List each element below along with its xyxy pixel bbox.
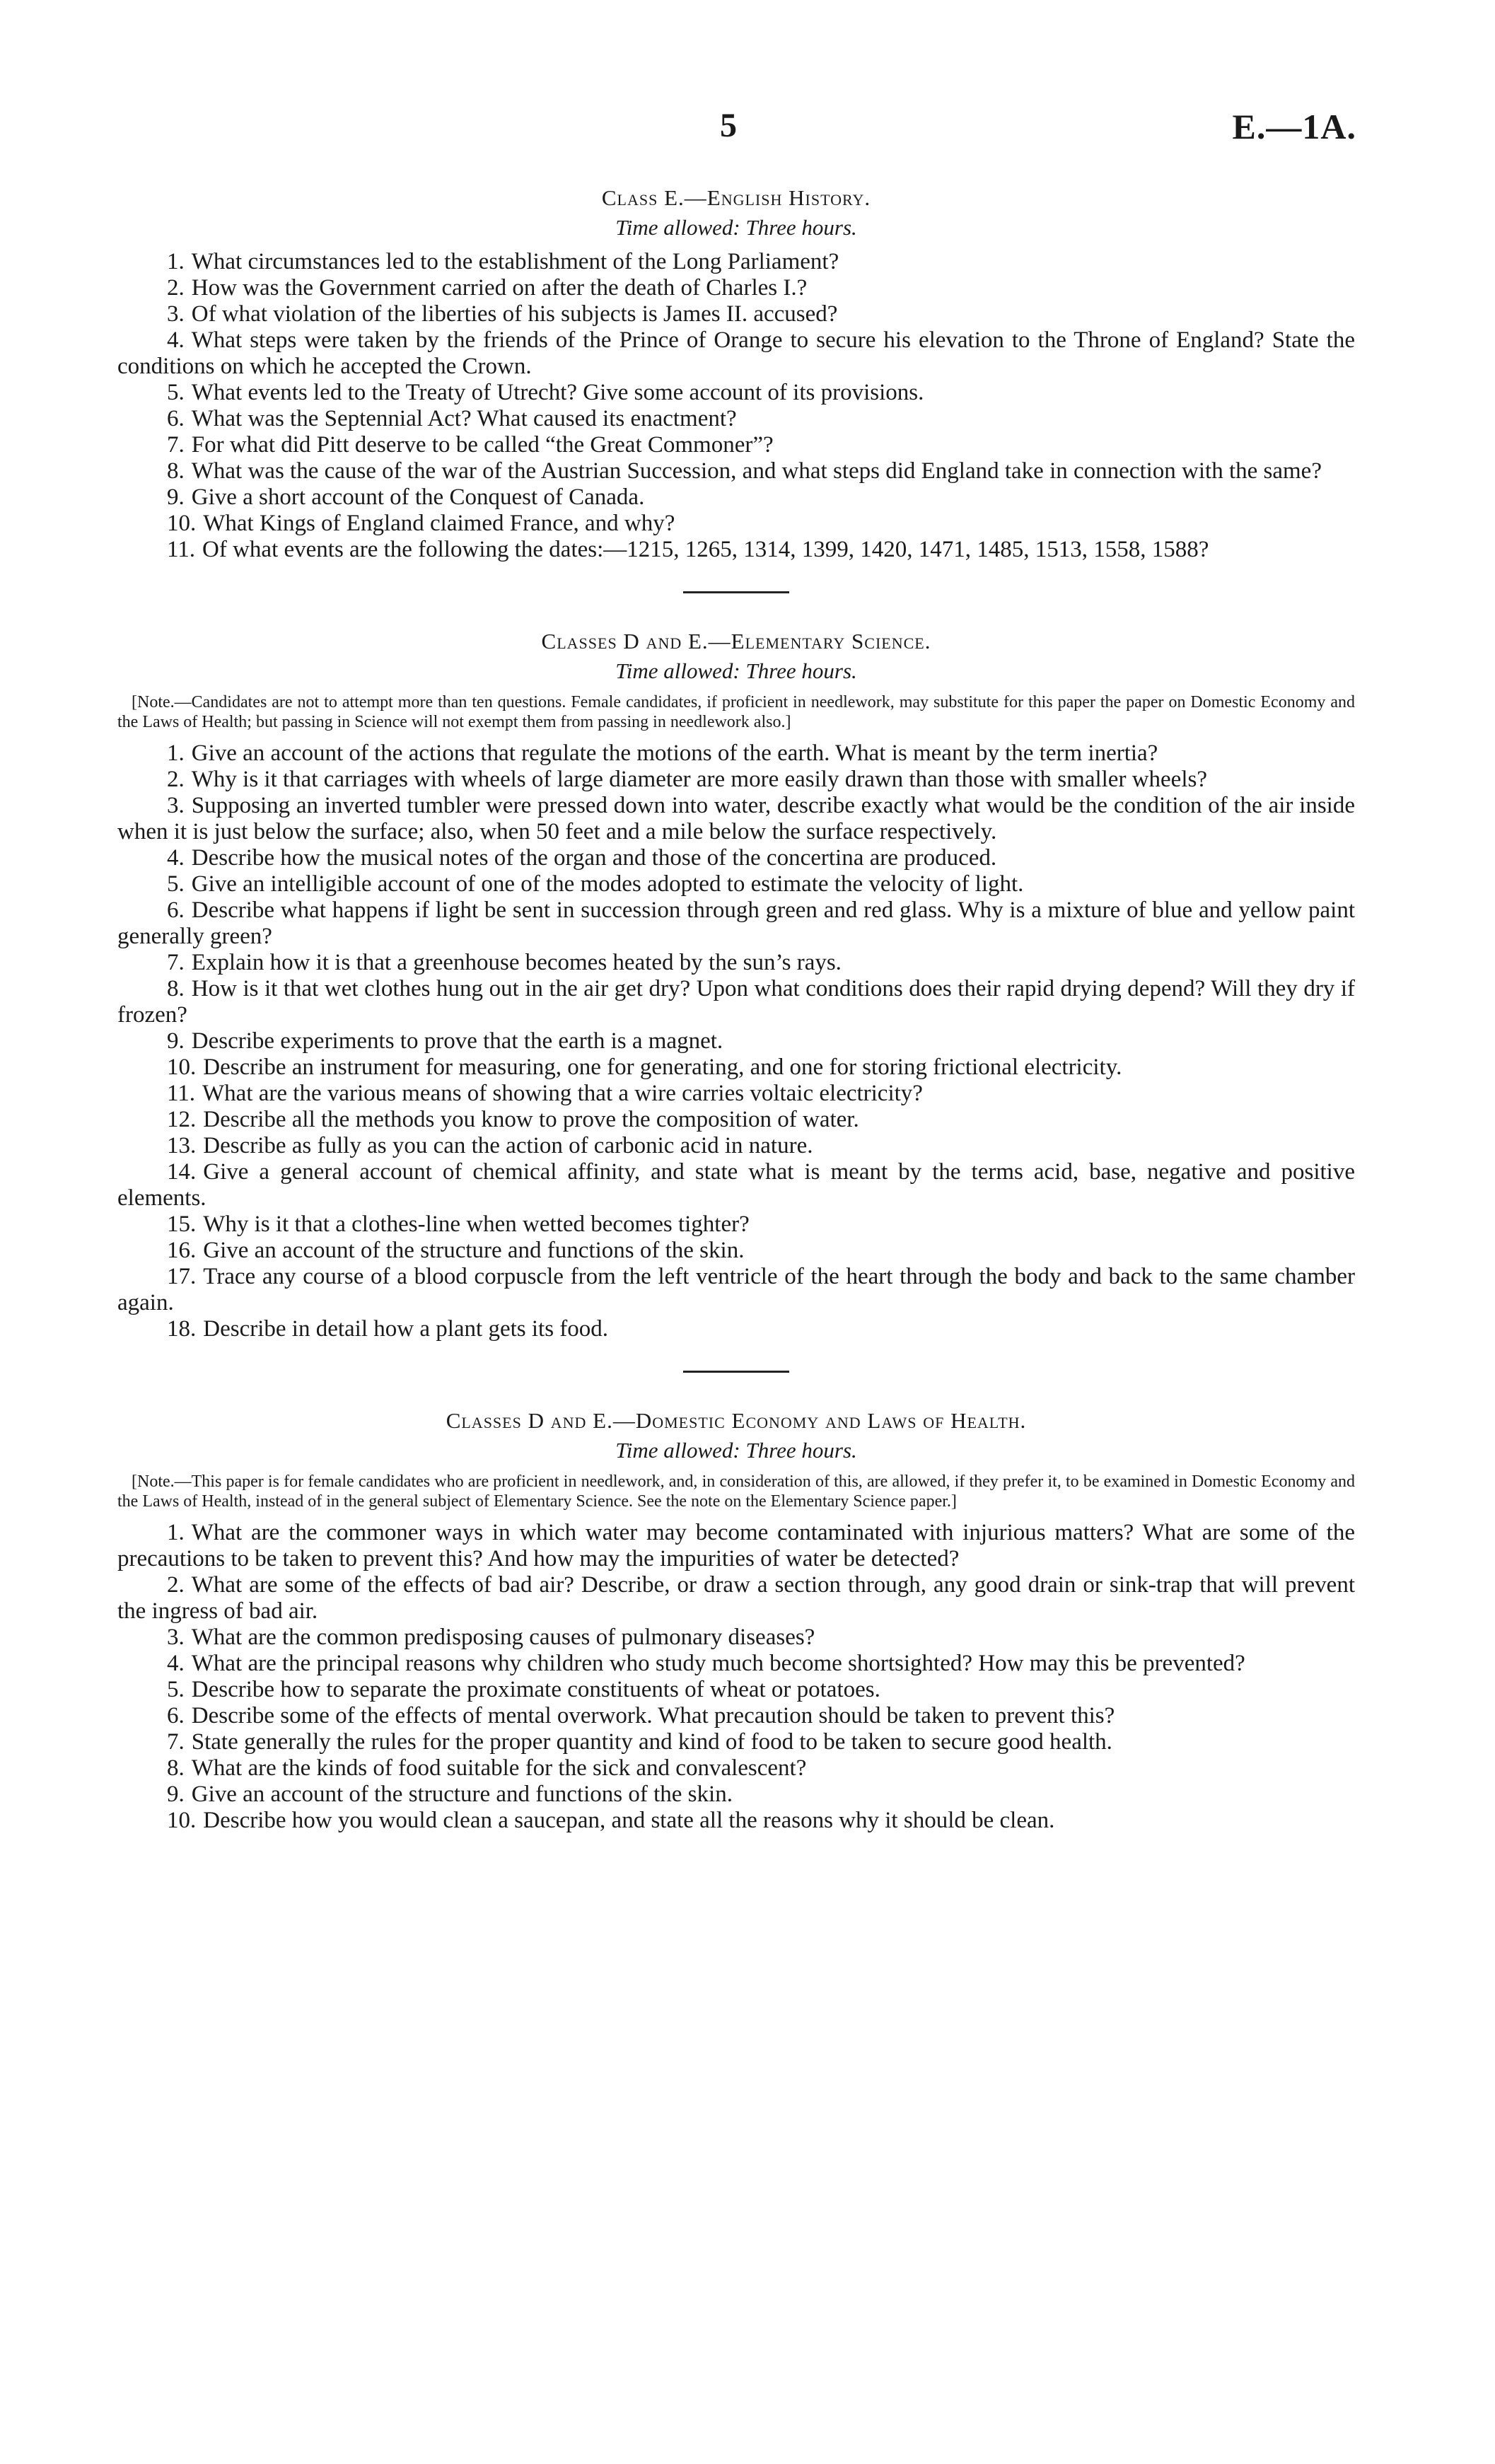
question-text: State generally the rules for the proper quantity and kind of food to be taken to secure good health.	[191, 1729, 1112, 1755]
time-allowed: Time allowed: Three hours.	[615, 1438, 857, 1463]
question-number: 1.	[167, 740, 185, 766]
question-text: What steps were taken by the friends of the Prince of Orange to secure his elevation to the Throne of England? State the conditions on which he accepted the Crown.	[117, 327, 1355, 379]
section-domestic-economy	[117, 1408, 1355, 1834]
question-item	[117, 275, 1355, 301]
question-text: Give a general account of chemical affinity, and state what is meant by the terms acid, base, negative and positive elements.	[117, 1159, 1355, 1211]
question-text: What are the common predisposing causes of pulmonary diseases?	[191, 1625, 815, 1650]
section-divider	[683, 591, 789, 593]
question-number: 4.	[167, 845, 185, 871]
question-item	[117, 1316, 1355, 1342]
question-item	[117, 897, 1355, 950]
question-number: 9.	[167, 484, 185, 510]
question-number: 6.	[167, 406, 185, 431]
question-number: 5.	[167, 871, 185, 897]
question-number: 7.	[167, 950, 185, 975]
document-body	[117, 185, 1355, 1834]
question-text: Give a short account of the Conquest of Canada.	[191, 484, 645, 510]
question-number: 13.	[167, 1133, 197, 1158]
question-number: 5.	[167, 380, 185, 405]
question-number: 3.	[167, 301, 185, 327]
question-text: What are some of the effects of bad air? Describe, or draw a section through, any good drain or sink-trap that will prevent the ingress of bad air.	[117, 1572, 1355, 1624]
question-item	[117, 1107, 1355, 1133]
question-number: 5.	[167, 1677, 185, 1702]
question-text: Describe experiments to prove that the earth is a magnet.	[191, 1028, 723, 1054]
question-text: What are the kinds of food suitable for the sick and convalescent?	[191, 1755, 807, 1781]
question-item	[117, 793, 1355, 845]
question-item	[117, 1159, 1355, 1211]
question-text: Describe as fully as you can the action of carbonic acid in nature.	[203, 1133, 813, 1158]
series-id: E.—1A.	[1232, 107, 1356, 146]
question-number: 10.	[167, 1808, 197, 1833]
question-item	[117, 1264, 1355, 1316]
question-number: 6.	[167, 897, 185, 923]
question-number: 4.	[167, 327, 185, 353]
question-text: Describe in detail how a plant gets its food.	[203, 1316, 609, 1342]
section-title: Classes D and E.—Elementary Science.	[541, 629, 931, 653]
question-text: Describe some of the effects of mental overwork. What precaution should be taken to prevent this?	[191, 1703, 1115, 1728]
question-text: What Kings of England claimed France, and why?	[203, 511, 675, 536]
question-number: 17.	[167, 1264, 197, 1289]
question-text: What events led to the Treaty of Utrecht? Give some account of its provisions.	[191, 380, 924, 405]
question-text: Describe what happens if light be sent in succession through green and red glass. Why is a mixture of blue and yellow paint generally green?	[117, 897, 1355, 949]
question-item	[117, 1572, 1355, 1625]
question-item	[117, 1028, 1355, 1054]
question-text: For what did Pitt deserve to be called “the Great Commoner”?	[191, 432, 774, 458]
question-item	[117, 845, 1355, 871]
question-list	[117, 1520, 1355, 1834]
question-text: What was the cause of the war of the Austrian Succession, and what steps did England take in connection with the same?	[191, 458, 1322, 484]
question-number: 14.	[167, 1159, 197, 1185]
question-number: 16.	[167, 1238, 197, 1263]
question-item	[117, 484, 1355, 511]
question-number: 8.	[167, 976, 185, 1001]
question-text: Give an account of the structure and functions of the skin.	[191, 1782, 733, 1807]
question-item	[117, 406, 1355, 432]
section-title: Class E.—English History.	[601, 185, 871, 210]
question-text: Why is it that a clothes-line when wetted becomes tighter?	[203, 1211, 750, 1237]
question-number: 9.	[167, 1782, 185, 1807]
question-item	[117, 1133, 1355, 1159]
question-number: 11.	[167, 1081, 196, 1106]
question-item	[117, 871, 1355, 897]
question-item	[117, 950, 1355, 976]
question-number: 3.	[167, 1625, 185, 1650]
question-number: 7.	[167, 432, 185, 458]
question-number: 2.	[167, 767, 185, 792]
question-item	[117, 1520, 1355, 1572]
question-number: 9.	[167, 1028, 185, 1054]
question-text: Supposing an inverted tumbler were pressed down into water, describe exactly what would be the condition of the air inside when it is just below the surface; also, when 50 feet and a mile below the surface respectively.	[117, 793, 1355, 844]
question-text: Give an account of the structure and functions of the skin.	[203, 1238, 745, 1263]
question-item	[117, 301, 1355, 327]
question-text: What are the various means of showing that a wire carries voltaic electricity?	[202, 1081, 923, 1106]
question-number: 1.	[167, 1520, 185, 1545]
section-title: Classes D and E.—Domestic Economy and Laws of Health.	[446, 1408, 1027, 1433]
question-number: 3.	[167, 793, 185, 818]
question-list	[117, 249, 1355, 563]
question-number: 6.	[167, 1703, 185, 1728]
question-list	[117, 740, 1355, 1342]
question-item	[117, 976, 1355, 1028]
question-number: 18.	[167, 1316, 197, 1342]
section-elementary-science	[117, 629, 1355, 1342]
question-number: 10.	[167, 1054, 197, 1080]
question-number: 1.	[167, 249, 185, 274]
question-number: 11.	[167, 537, 196, 562]
question-text: What was the Septennial Act? What caused its enactment?	[191, 406, 737, 431]
question-number: 2.	[167, 275, 185, 301]
question-text: How was the Government carried on after the death of Charles I.?	[191, 275, 808, 301]
question-item	[117, 1238, 1355, 1264]
question-item	[117, 1703, 1355, 1729]
section-english-history	[117, 185, 1355, 563]
page-number: 5	[720, 107, 737, 144]
question-item	[117, 1054, 1355, 1081]
question-item	[117, 1211, 1355, 1238]
question-number: 8.	[167, 1755, 185, 1781]
question-item	[117, 1755, 1355, 1782]
question-item	[117, 740, 1355, 767]
question-item	[117, 458, 1355, 484]
question-item	[117, 1677, 1355, 1703]
time-allowed: Time allowed: Three hours.	[615, 215, 857, 240]
question-item	[117, 1729, 1355, 1755]
question-item	[117, 1782, 1355, 1808]
question-item	[117, 767, 1355, 793]
question-text: Of what violation of the liberties of his subjects is James II. accused?	[191, 301, 838, 327]
question-item	[117, 1651, 1355, 1677]
question-text: What are the principal reasons why children who study much become shortsighted? How may this be prevented?	[191, 1651, 1245, 1676]
question-text: Describe how to separate the proximate constituents of wheat or potatoes.	[191, 1677, 880, 1702]
question-number: 7.	[167, 1729, 185, 1755]
section-note: [Note.—Candidates are not to attempt more than ten questions. Female candidates, if proficient in needlework, may substitute for this paper the paper on Domestic Economy and the Laws of Health; but passing in Science will not exempt them from passing in needlework also.]	[117, 693, 1355, 731]
section-note: [Note.—This paper is for female candidates who are proficient in needlework, and, in consideration of this, are allowed, if they prefer it, to be examined in Domestic Economy and the Laws of Health, instead of in the general subject of Elementary Science. See the note on the Elementary Science paper.]	[117, 1472, 1355, 1511]
question-text: Describe how you would clean a saucepan, and state all the reasons why it should be clean.	[203, 1808, 1055, 1833]
question-number: 10.	[167, 511, 197, 536]
question-text: Trace any course of a blood corpuscle from the left ventricle of the heart through the body and back to the same chamber again.	[117, 1264, 1355, 1315]
question-number: 4.	[167, 1651, 185, 1676]
question-text: What circumstances led to the establishment of the Long Parliament?	[191, 249, 839, 274]
question-text: Of what events are the following the dates:—1215, 1265, 1314, 1399, 1420, 1471, 1485, 1513, 1558, 1588?	[202, 537, 1209, 562]
time-allowed: Time allowed: Three hours.	[615, 658, 857, 683]
section-divider	[683, 1371, 789, 1373]
question-number: 8.	[167, 458, 185, 484]
question-item	[117, 327, 1355, 380]
question-text: Give an intelligible account of one of the modes adopted to estimate the velocity of light.	[191, 871, 1024, 897]
question-text: Describe an instrument for measuring, one for generating, and one for storing frictional electricity.	[203, 1054, 1122, 1080]
question-item	[117, 1081, 1355, 1107]
question-text: Describe all the methods you know to prove the composition of water.	[203, 1107, 859, 1132]
question-item	[117, 380, 1355, 406]
question-text: Why is it that carriages with wheels of large diameter are more easily drawn than those with smaller wheels?	[191, 767, 1207, 792]
question-text: Describe how the musical notes of the organ and those of the concertina are produced.	[191, 845, 997, 871]
question-item	[117, 249, 1355, 275]
question-number: 12.	[167, 1107, 197, 1132]
question-number: 15.	[167, 1211, 197, 1237]
question-number: 2.	[167, 1572, 185, 1598]
question-text: What are the commoner ways in which water may become contaminated with injurious matters? What are some of the precautions to be taken to prevent this? And how may the impurities of water be detected?	[117, 1520, 1355, 1571]
question-text: How is it that wet clothes hung out in the air get dry? Upon what conditions does their rapid drying depend? Will they dry if frozen?	[117, 976, 1355, 1028]
question-item	[117, 537, 1355, 563]
question-item	[117, 511, 1355, 537]
question-text: Give an account of the actions that regulate the motions of the earth. What is meant by the term inertia?	[191, 740, 1158, 766]
question-item	[117, 432, 1355, 458]
question-item	[117, 1808, 1355, 1834]
question-text: Explain how it is that a greenhouse becomes heated by the sun’s rays.	[191, 950, 842, 975]
question-item	[117, 1625, 1355, 1651]
